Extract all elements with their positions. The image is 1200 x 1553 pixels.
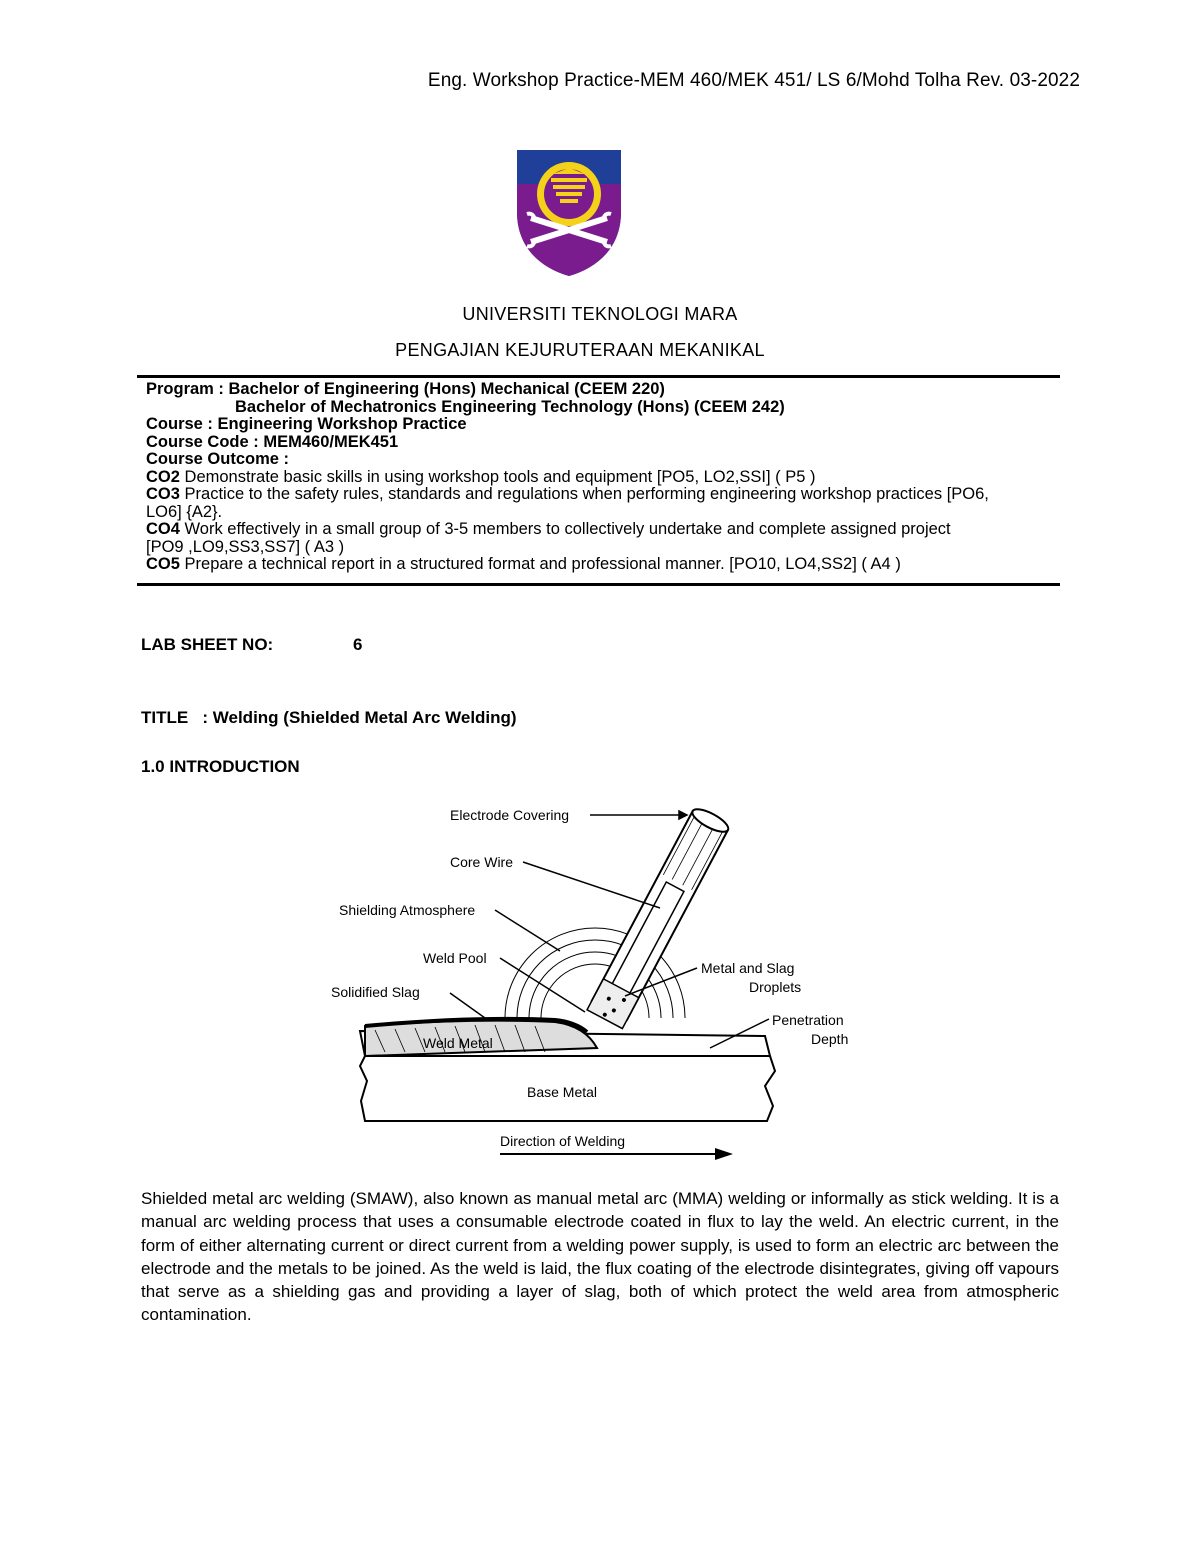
label-penetration: Penetration bbox=[772, 1012, 844, 1028]
outcome-code: CO4 bbox=[146, 520, 180, 538]
label-metal-slag: Metal and Slag bbox=[701, 960, 795, 976]
label-solidified-slag: Solidified Slag bbox=[331, 984, 420, 1000]
label-direction: Direction of Welding bbox=[500, 1133, 626, 1149]
course-name: Course : Engineering Workshop Practice bbox=[146, 415, 467, 433]
course-info-block bbox=[146, 381, 1056, 574]
university-logo bbox=[517, 150, 621, 276]
outcome-co3 bbox=[146, 486, 1056, 504]
university-name: UNIVERSITI TEKNOLOGI MARA bbox=[462, 304, 738, 324]
section-heading: 1.0 INTRODUCTION bbox=[141, 757, 300, 776]
outcome-code: CO5 bbox=[146, 555, 180, 573]
outcome-co4 bbox=[146, 521, 1056, 539]
label-electrode-covering: Electrode Covering bbox=[450, 807, 570, 823]
label-depth: Depth bbox=[811, 1031, 849, 1047]
program-line-2: Bachelor of Mechatronics Engineering Technology (Hons) (CEEM 242) bbox=[235, 397, 785, 416]
lab-title: TITLE : Welding (Shielded Metal Arc Welding) bbox=[141, 708, 517, 727]
bottom-rule bbox=[137, 583, 1060, 586]
label-droplets: Droplets bbox=[749, 979, 802, 995]
smaw-diagram bbox=[325, 786, 865, 1166]
program-line: Program : Bachelor of Engineering (Hons) Mechanical (CEEM 220) bbox=[146, 380, 665, 398]
outcome-heading: Course Outcome : bbox=[146, 450, 290, 468]
label-weld-pool: Weld Pool bbox=[423, 950, 487, 966]
outcome-text: Work effectively in a small group of 3-5 members to collectively undertake and complete assigned project bbox=[179, 520, 951, 538]
label-shielding-atmosphere: Shielding Atmosphere bbox=[339, 902, 476, 918]
faculty-name: PENGAJIAN KEJURUTERAAN MEKANIKAL bbox=[395, 340, 765, 360]
label-weld-metal: Weld Metal bbox=[423, 1035, 493, 1051]
document-reference: Eng. Workshop Practice-MEM 460/MEK 451/ LS 6/Mohd Tolha Rev. 03-2022 bbox=[427, 70, 1080, 91]
outcome-co5 bbox=[146, 556, 1056, 574]
course-code: Course Code : MEM460/MEK451 bbox=[146, 432, 399, 451]
outcome-co4-cont: [PO9 ,LO9,SS3,SS7] ( A3 ) bbox=[146, 537, 345, 556]
lab-sheet-number: 6 bbox=[353, 635, 363, 654]
intro-paragraph: Shielded metal arc welding (SMAW), also known as manual metal arc (MMA) welding or informally as stick welding. It is a manual arc welding process that uses a consumable electrode coated in flux to lay the weld. An electric current, in the form of either alternating current or direct current from a welding power supply, is used to form an electric arc between the electrode and the metals to be joined. As the weld is laid, the flux coating of the electrode disintegrates, giving off vapours that serve as a shielding gas and providing a layer of slag, both of which protect the weld area from atmospheric contamination. bbox=[141, 1189, 1059, 1325]
outcome-code: CO3 bbox=[146, 485, 180, 503]
outcome-text: Demonstrate basic skills in using workshop tools and equipment [PO5, LO2,SSI] ( P5 ) bbox=[179, 467, 816, 486]
outcome-co3-cont: LO6] {A2}. bbox=[146, 502, 223, 521]
outcome-code: CO2 bbox=[146, 467, 180, 486]
lab-sheet-row bbox=[141, 635, 363, 655]
outcome-co2 bbox=[146, 469, 1056, 487]
outcome-text: Practice to the safety rules, standards and regulations when performing engineering workshop practices [PO6, bbox=[179, 485, 989, 503]
top-rule bbox=[137, 375, 1060, 378]
label-base-metal: Base Metal bbox=[527, 1084, 598, 1100]
label-core-wire: Core Wire bbox=[450, 854, 514, 870]
outcome-text: Prepare a technical report in a structured format and professional manner. [PO10, LO4,SS2] ( A4 ) bbox=[179, 555, 901, 573]
lab-sheet-label: LAB SHEET NO: bbox=[141, 635, 274, 654]
